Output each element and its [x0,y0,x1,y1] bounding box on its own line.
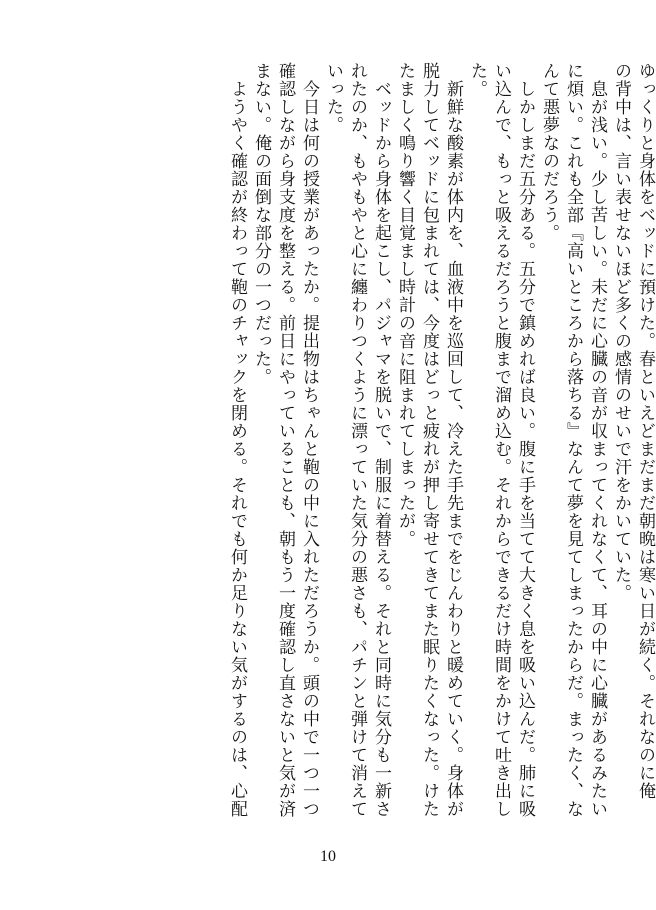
text-line: んて悪夢なのだろう。 [539,62,559,242]
text-line: 新鮮な酸素が体内を、血液中を巡回して、冷えた手先までをじんわりと暖めていく。身体が [443,62,463,818]
text-line: 脱力してベッドに包まれては、今度はどっと疲れが押し寄せてきてまた眠りたくなった。けた [419,62,439,818]
text-line: まない。俺の面倒な部分の一つだった。 [251,62,271,386]
text-line: しかしまだ五分ある。五分で鎮めれば良い。腹に手を当てて大きく息を吸い込んだ。肺に吸 [515,62,535,818]
text-line: ようやく確認が終わって鞄のチャックを閉める。それでも何か足りない気がするのは、心配 [227,62,247,818]
text-line: いった。 [323,62,343,134]
text-line: の背中は、言い表せないほど多くの感情のせいで汗をかいていた。 [611,62,631,602]
text-line: 今日は何の授業があったか。提出物はちゃんと鞄の中に入れただろうか。頭の中で一つ一つ [299,62,319,818]
text-line: に煩い。これも全部『高いところから落ちる』なんて夢を見てしまったからだ。まったく、な [563,62,583,818]
text-line: ゆっくりと身体をベッドに預けた。春といえどまだまだ朝晩は寒い日が続く。それなのに俺 [635,62,655,800]
text-line: たましく鳴り響く目覚まし時計の音に阻まれてしまったが。 [395,62,415,548]
text-line: 確認しながら身支度を整える。前日にやっていることも、朝もう一度確認し直さないと気が済 [275,62,295,818]
text-line: 息が浅い。少し苦しい。未だに心臓の音が収まってくれなくて、耳の中に心臓があるみたい [587,62,607,818]
page-number: 10 [320,848,336,865]
text-line: い込んで、もっと吸えるだろうと腹まで溜め込む。それからできるだけ時間をかけて吐き出し [491,62,511,818]
text-line: た。 [467,62,487,98]
text-line: ベッドから身体を起こし、パジャマを脱いで、制服に着替える。それと同時に気分も一新さ [371,62,391,818]
text-line: れたのか、もやもやと心に纏わりつくように漂っていた気分の悪さも、パチンと弾けて消えて [347,62,367,818]
body-text [225,62,656,832]
